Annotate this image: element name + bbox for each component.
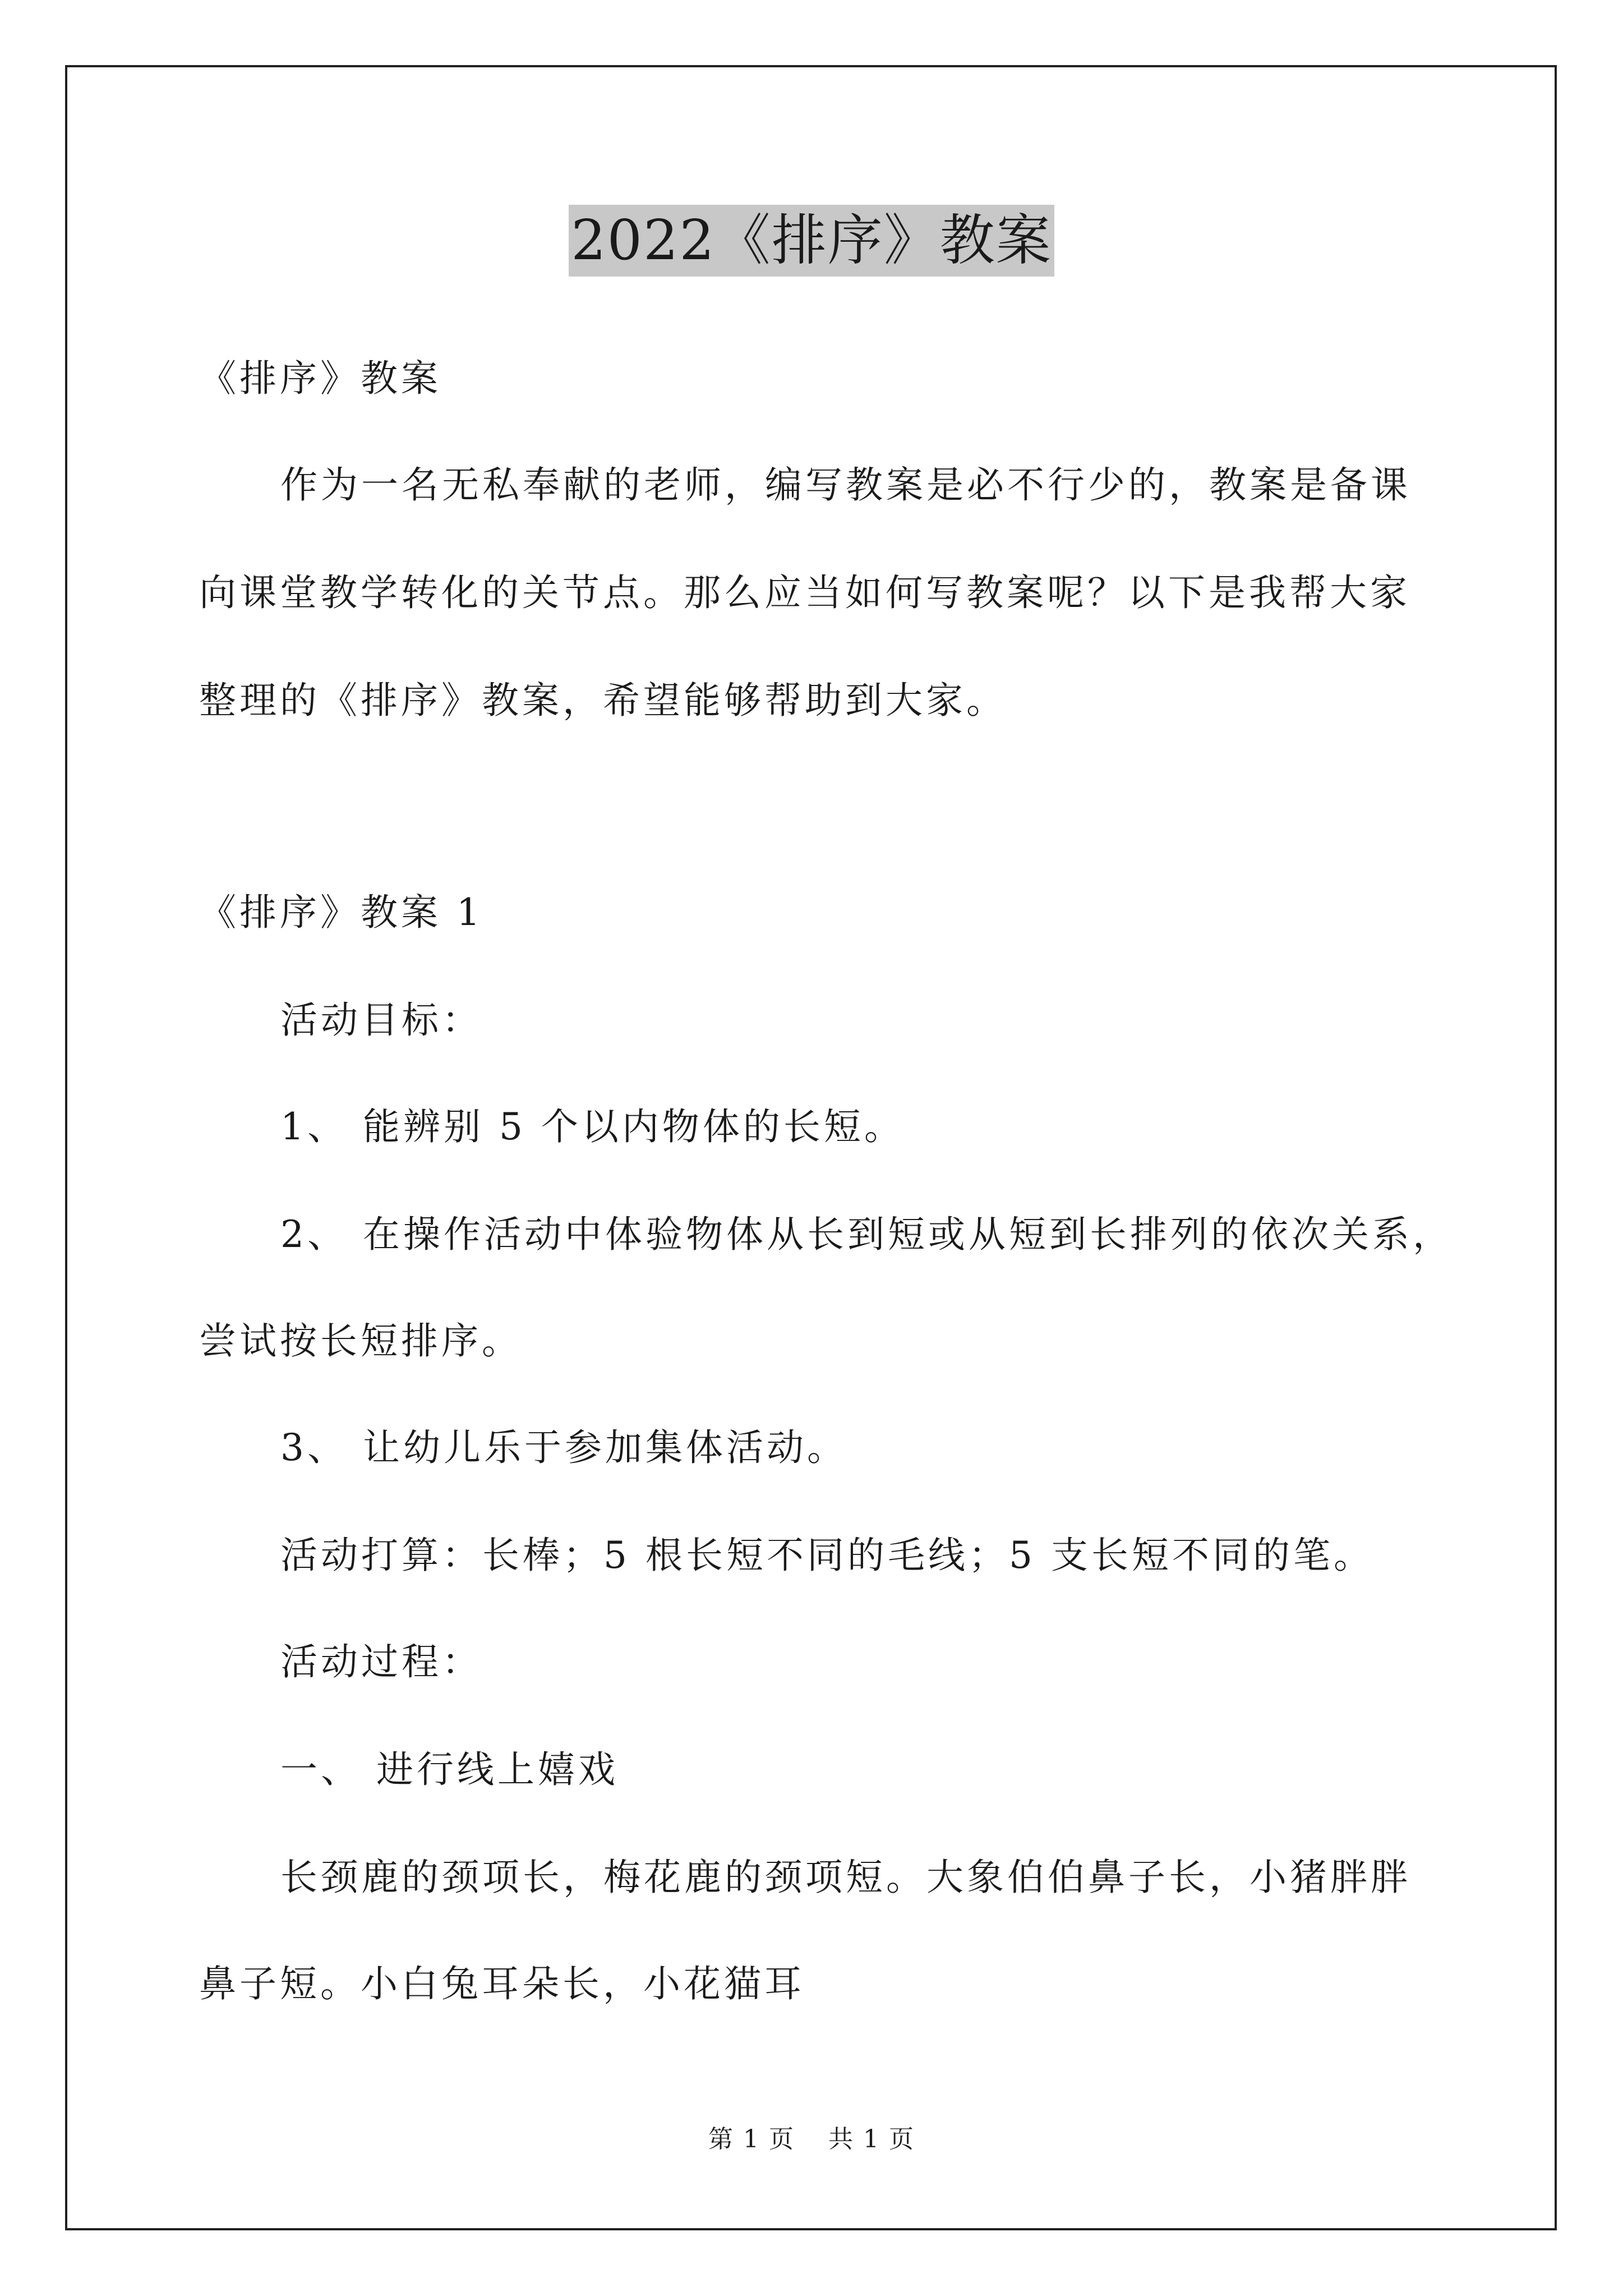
page-footer xyxy=(0,2123,1623,2156)
document-title: 2022《排序》教案 xyxy=(569,205,1054,277)
section-heading: 《排序》教案 1 xyxy=(199,891,483,934)
list-item: 1、 能辨别 5 个以内物体的长短。 xyxy=(280,1105,905,1148)
paragraph-line: 活动过程： xyxy=(280,1640,482,1683)
paragraph-line: 活动打算：长棒；5 根长短不同的毛线；5 支长短不同的笔。 xyxy=(280,1534,1374,1577)
section-heading: 《排序》教案 xyxy=(199,357,441,400)
paragraph-line: 作为一名无私奉献的老师，编写教案是必不行少的，教案是备课 xyxy=(280,463,1411,507)
title-container xyxy=(0,205,1623,277)
paragraph-line: 向课堂教学转化的关节点。那么应当如何写教案呢？以下是我帮大家 xyxy=(199,571,1410,614)
list-item: 一、 进行线上嬉戏 xyxy=(280,1748,619,1791)
paragraph-line: 鼻子短。小白兔耳朵长，小花猫耳 xyxy=(199,1962,805,2005)
paragraph-line: 尝试按长短排序。 xyxy=(199,1319,522,1363)
paragraph-line: 活动目标： xyxy=(280,999,482,1042)
list-item: 2、 在操作活动中体验物体从长到短或从短到长排列的依次关系， xyxy=(280,1213,1453,1256)
page-number: 第 1 页 xyxy=(708,2125,795,2154)
paragraph-line: 整理的《排序》教案，希望能够帮助到大家。 xyxy=(199,679,1007,722)
list-item: 3、 让幼儿乐于参加集体活动。 xyxy=(280,1426,847,1469)
page-total: 共 1 页 xyxy=(828,2125,915,2154)
paragraph-line: 长颈鹿的颈项长，梅花鹿的颈项短。大象伯伯鼻子长，小猪胖胖 xyxy=(280,1856,1411,1899)
